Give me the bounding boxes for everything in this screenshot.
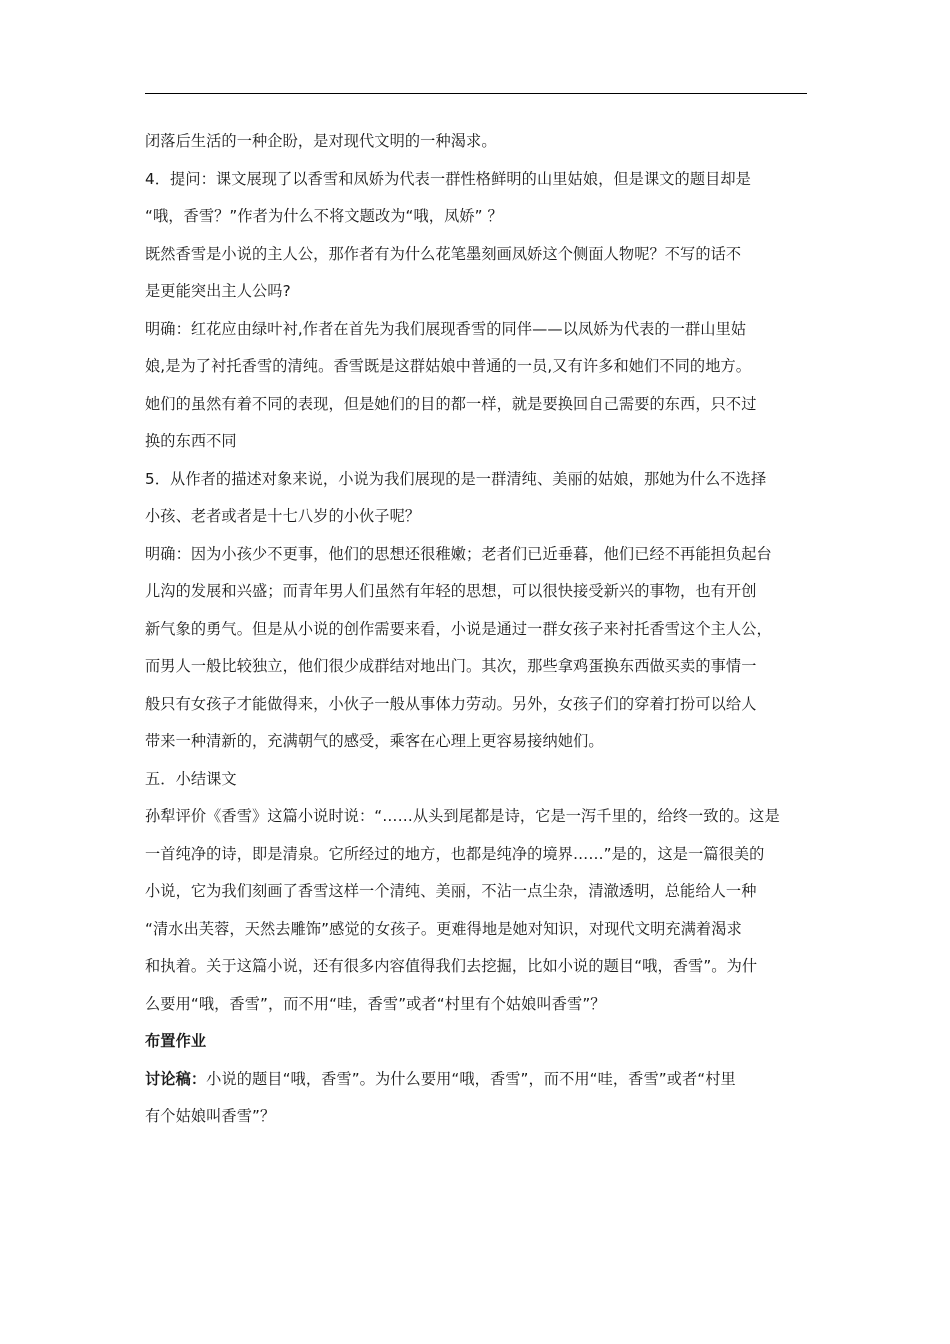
text-line (145, 461, 813, 499)
text-line (145, 723, 813, 761)
text-line (145, 948, 813, 986)
line-text: 明确：红花应由绿叶衬,作者在首先为我们展现香雪的同伴——以凤娇为代表的一群山里姑 (145, 319, 747, 338)
line-text: 换的东西不同 (145, 432, 237, 450)
line-text: 明确：因为小孩少不更事，他们的思想还很稚嫩；老者们已近垂暮，他们已经不再能担负起台 (145, 544, 772, 563)
text-line (145, 761, 813, 799)
line-text: “清水出芙蓉，天然去雕饰”感觉的女孩子。更难得地是她对知识，对现代文明充满着渴求 (145, 919, 742, 938)
text-line (145, 1023, 813, 1061)
text-line (145, 123, 813, 161)
text-line (145, 1098, 813, 1136)
line-text: 小说，它为我们刻画了香雪这样一个清纯、美丽，不沾一点尘杂，清澈透明，总能给人一种 (145, 882, 757, 900)
text-line (145, 198, 813, 236)
text-line (145, 611, 813, 649)
line-text: 既然香雪是小说的主人公，那作者有为什么花笔墨刻画凤娇这个侧面人物呢？不写的话不 (145, 244, 742, 263)
header-rule (145, 93, 807, 94)
line-text: 孙犁评价《香雪》这篇小说时说：“……从头到尾都是诗，它是一泻千里的，给终一致的。这是 (145, 807, 780, 825)
line-text: 和执着。关于这篇小说，还有很多内容值得我们去挖掘，比如小说的题目“哦，香雪”。为什 (145, 957, 758, 975)
line-text: 一首纯净的诗，即是清泉。它所经过的地方，也都是纯净的境界……”是的，这是一篇很美的 (145, 844, 765, 863)
line-text: 是更能突出主人公吗? (145, 282, 291, 300)
line-text: 有个姑娘叫香雪”？ (145, 1107, 276, 1125)
document-body (145, 123, 813, 1136)
text-line (145, 536, 813, 574)
text-line (145, 1061, 813, 1099)
line-text: 小孩、老者或者是十七八岁的小伙子呢？ (145, 507, 421, 525)
text-line (145, 911, 813, 949)
line-text: 娘,是为了衬托香雪的清纯。香雪既是这群姑娘中普通的一员,又有许多和她们不同的地方。 (145, 357, 752, 375)
text-line (145, 423, 813, 461)
line-text: 4．提问：课文展现了以香雪和凤娇为代表一群性格鲜明的山里姑娘，但是课文的题目却是 (145, 169, 751, 188)
line-text: 她们的虽然有着不同的表现，但是她们的目的都一样，就是要换回自己需要的东西，只不过 (145, 394, 757, 413)
text-line (145, 573, 813, 611)
text-line (145, 386, 813, 424)
line-text: 五．小结课文 (145, 769, 237, 788)
text-line (145, 273, 813, 311)
text-line (145, 986, 813, 1024)
line-text: 新气象的勇气。但是从小说的创作需要来看，小说是通过一群女孩子来衬托香雪这个主人公， (145, 619, 772, 638)
line-text: 布置作业 (145, 1032, 207, 1050)
line-text: 而男人一般比较独立，他们很少成群结对地出门。其次，那些拿鸡蛋换东西做买卖的事情一 (145, 657, 757, 675)
line-text: “哦，香雪？”作者为什么不将文题改为“哦，凤娇” ？ (145, 207, 503, 225)
text-line (145, 648, 813, 686)
line-text: 5．从作者的描述对象来说，小说为我们展现的是一群清纯、美丽的姑娘，那她为什么不选择 (145, 469, 767, 488)
text-line (145, 161, 813, 199)
text-line (145, 686, 813, 724)
line-text: 儿沟的发展和兴盛；而青年男人们虽然有年轻的思想，可以很快接受新兴的事物，也有开创 (145, 582, 757, 600)
line-text: 带来一种清新的，充满朝气的感受，乘客在心理上更容易接纳她们。 (145, 732, 604, 750)
text-line (145, 498, 813, 536)
bold-lead: 讨论稿： (145, 1069, 207, 1088)
text-line (145, 836, 813, 874)
line-text: 小说的题目“哦，香雪”。为什么要用“哦，香雪”，而不用“哇，香雪”或者“村里 (206, 1069, 736, 1088)
text-line (145, 798, 813, 836)
text-line (145, 348, 813, 386)
text-line (145, 873, 813, 911)
text-line (145, 236, 813, 274)
line-text: 闭落后生活的一种企盼，是对现代文明的一种渴求。 (145, 132, 497, 150)
line-text: 么要用“哦，香雪”，而不用“哇，香雪”或者“村里有个姑娘叫香雪”？ (145, 994, 606, 1013)
text-line (145, 311, 813, 349)
line-text: 般只有女孩子才能做得来，小伙子一般从事体力劳动。另外，女孩子们的穿着打扮可以给人 (145, 694, 757, 713)
